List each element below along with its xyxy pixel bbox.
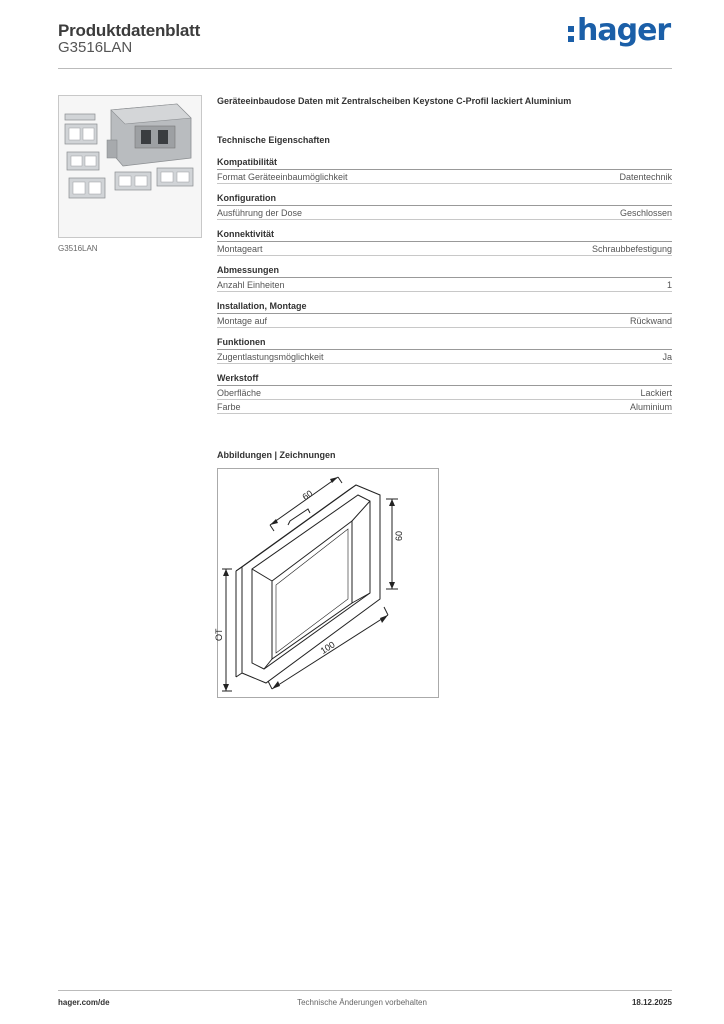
dim-width-label: 60 xyxy=(300,488,315,503)
property-row xyxy=(217,242,672,256)
group-title: Installation, Montage xyxy=(217,301,672,314)
property-group xyxy=(217,157,672,184)
property-value: Ja xyxy=(662,352,672,362)
product-description: Geräteeinbaudose Daten mit Zentralscheiben Keystone C-Profil lackiert Aluminium xyxy=(217,96,572,106)
property-group xyxy=(217,373,672,414)
frame-drawing-icon xyxy=(214,469,438,697)
property-label: Montageart xyxy=(217,244,263,254)
dim-height-label: 60 xyxy=(394,530,404,541)
technical-drawing xyxy=(214,468,439,698)
property-group xyxy=(217,337,672,364)
header-divider xyxy=(58,68,672,69)
product-image xyxy=(58,95,202,238)
property-row xyxy=(217,400,672,414)
dim-length-label: 100 xyxy=(318,639,337,656)
tech-section-title: Technische Eigenschaften xyxy=(217,135,330,145)
footer-disclaimer: Technische Änderungen vorbehalten xyxy=(297,998,427,1007)
property-group xyxy=(217,229,672,256)
dim-depth-label: OT xyxy=(214,628,224,641)
property-row xyxy=(217,170,672,184)
product-code: G3516LAN xyxy=(58,39,133,56)
property-label: Zugentlastungsmöglichkeit xyxy=(217,352,324,362)
drawings-title: Abbildungen | Zeichnungen xyxy=(217,450,336,460)
property-group xyxy=(217,301,672,328)
property-label: Ausführung der Dose xyxy=(217,208,303,218)
image-caption: G3516LAN xyxy=(58,244,98,253)
property-value: Rückwand xyxy=(629,316,672,326)
property-value: Aluminium xyxy=(629,402,672,412)
group-title: Konfiguration xyxy=(217,193,672,206)
property-label: Format Geräteeinbaumöglichkeit xyxy=(217,172,348,182)
property-row xyxy=(217,350,672,364)
product-photo-icon xyxy=(59,96,201,237)
property-label: Oberfläche xyxy=(217,388,262,398)
property-value: Datentechnik xyxy=(619,172,672,182)
property-label: Farbe xyxy=(217,402,241,412)
hager-logo xyxy=(568,13,670,48)
property-value: Lackiert xyxy=(640,388,672,398)
document-title: Produktdatenblatt xyxy=(58,21,201,40)
property-label: Anzahl Einheiten xyxy=(217,280,285,290)
property-value: Geschlossen xyxy=(619,208,672,218)
group-title: Funktionen xyxy=(217,337,672,350)
group-title: Konnektivität xyxy=(217,229,672,242)
footer-divider xyxy=(58,990,672,991)
footer-website-link[interactable]: hager.com/de xyxy=(58,998,110,1007)
footer-date: 18.12.2025 xyxy=(631,998,672,1007)
property-groups xyxy=(217,157,672,414)
logo-dots-icon xyxy=(568,22,574,42)
property-group xyxy=(217,193,672,220)
property-group xyxy=(217,265,672,292)
group-title: Kompatibilität xyxy=(217,157,672,170)
property-value: Schraubbefestigung xyxy=(591,244,672,254)
property-value: 1 xyxy=(666,280,672,290)
property-row xyxy=(217,314,672,328)
group-title: Abmessungen xyxy=(217,265,672,278)
group-title: Werkstoff xyxy=(217,373,672,386)
logo-text: hager xyxy=(577,13,671,48)
property-row xyxy=(217,278,672,292)
property-label: Montage auf xyxy=(217,316,268,326)
product-details xyxy=(217,96,672,423)
property-row xyxy=(217,206,672,220)
property-row xyxy=(217,386,672,400)
